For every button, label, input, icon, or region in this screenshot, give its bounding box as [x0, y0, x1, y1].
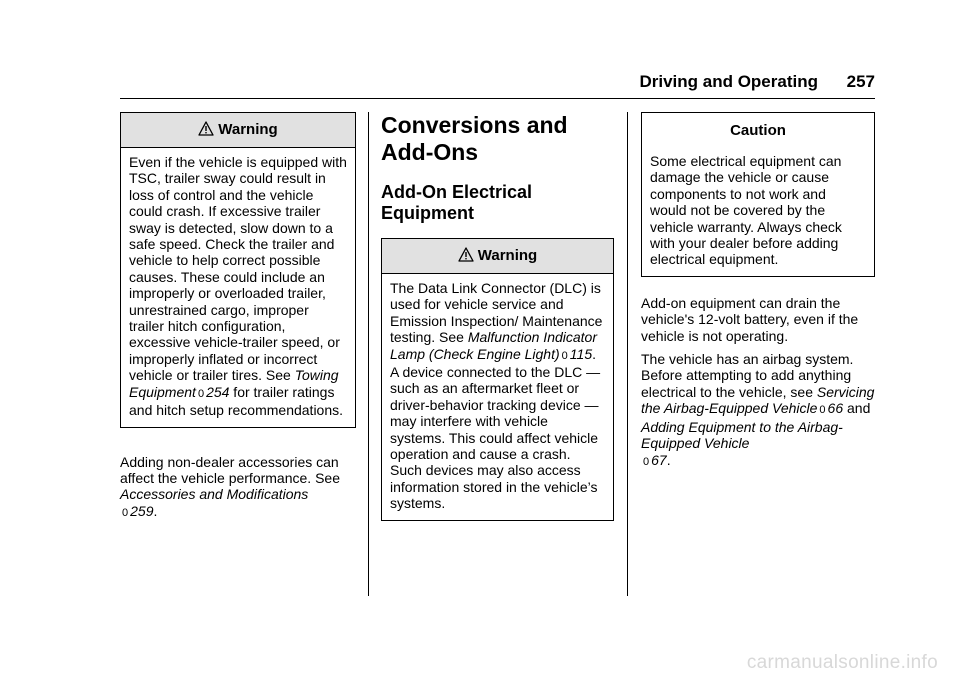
caution-box: [641, 112, 875, 277]
page-ref-icon: 0: [819, 404, 826, 417]
paragraph-end: .: [153, 502, 158, 519]
section-heading: Conversions and Add-Ons: [381, 112, 568, 165]
page-ref-icon: 0: [122, 506, 129, 519]
column-3: [641, 112, 875, 477]
warning-triangle-icon: [458, 241, 474, 275]
paragraph-text: Adding non-dealer accessories can affect the vehicle performance. See: [120, 453, 340, 486]
paragraph-end: .: [666, 451, 671, 468]
section-title: Driving and Operating: [639, 72, 818, 91]
warning-text-end: for trailer ratings and hitch setup recommendations.: [129, 383, 344, 419]
xref-page-259[interactable]: 259: [130, 502, 154, 519]
warning-triangle-icon: [198, 115, 214, 149]
column-3-text: [641, 295, 875, 470]
battery-paragraph: Add-on equipment can drain the vehicle's 12-volt battery, even if the vehicle is not operating.: [641, 294, 859, 344]
xref-page-67[interactable]: 67: [651, 451, 667, 468]
warning-text: The Data Link Connector (DLC) is used for vehicle service and Emission Inspection/ Maintenance testing. See: [390, 280, 603, 346]
warning-box-dlc: [381, 238, 614, 521]
warning-header: [121, 113, 355, 148]
column-divider-left: [368, 112, 369, 596]
xref-servicing-airbag[interactable]: Servicing the Airbag-Equipped Vehicle: [641, 383, 875, 417]
xref-page-254[interactable]: 254: [206, 383, 230, 400]
paragraph-text: The vehicle has an airbag system. Before attempting to add anything electrical to the vehicle, see: [641, 351, 854, 400]
xref-page-66[interactable]: 66: [827, 400, 844, 417]
warning-body: [121, 148, 355, 427]
ref-punct: .: [592, 345, 596, 362]
xref-towing-equipment[interactable]: Towing Equipment: [129, 367, 339, 400]
watermark: carmanualsonline.info: [746, 652, 938, 673]
accessories-paragraph: [120, 454, 356, 522]
column-2: [381, 112, 614, 521]
caution-text: Some electrical equipment can damage the vehicle or cause components to not work and would not be covered by the vehicle warranty. Always check with your dealer before adding electrical equipment.: [650, 153, 842, 268]
warning-title: Warning: [477, 247, 538, 264]
warning-title: Warning: [218, 121, 278, 138]
warning-text: Even if the vehicle is equipped with TSC, trailer sway could result in loss of control and the vehicle could crash. If excessive trailer sway is detected, slow down to a safe speed. Check the trailer and vehicle to help correct possible causes. These could include an improperly or overloaded trailer, unrestrained cargo, improper trailer hitch configuration, excessive vehicle-trailer speed, or improperly inflated or incorrect vehicle or trailer tires. See: [129, 154, 347, 384]
page-ref-icon: 0: [197, 387, 205, 400]
page-ref-icon: 0: [643, 455, 650, 468]
caution-title: Caution: [642, 113, 874, 149]
column-1: [120, 112, 356, 528]
xref-accessories[interactable]: Accessories and Modifications: [120, 486, 309, 503]
column-divider-right: [627, 112, 628, 596]
subsection-heading: Add-On Electrical Equipment: [381, 182, 533, 223]
page-number: 257: [846, 72, 875, 91]
paragraph-joiner: and: [843, 400, 871, 417]
warning-body: [382, 274, 613, 520]
warning-header: [382, 239, 613, 274]
warning-text-end: A device connected to the DLC — such as an aftermarket fleet or driver-behavior tracking device — may interfere with vehicle systems. This could affect vehicle operation and cause a crash. Such devices may also access information stored in the vehicle’s systems.: [390, 364, 601, 512]
header-divider: [120, 98, 875, 99]
warning-box-trailer: [120, 112, 356, 428]
xref-malfunction-indicator-lamp[interactable]: Malfunction Indicator Lamp (Check Engine Light): [390, 329, 598, 362]
xref-adding-equipment[interactable]: Adding Equipment to the Airbag-Equipped Vehicle: [641, 418, 843, 452]
page-ref-icon: 0: [561, 349, 568, 362]
airbag-paragraph: [641, 351, 875, 470]
caution-body: [642, 149, 874, 276]
xref-page-115[interactable]: 115: [569, 345, 593, 362]
